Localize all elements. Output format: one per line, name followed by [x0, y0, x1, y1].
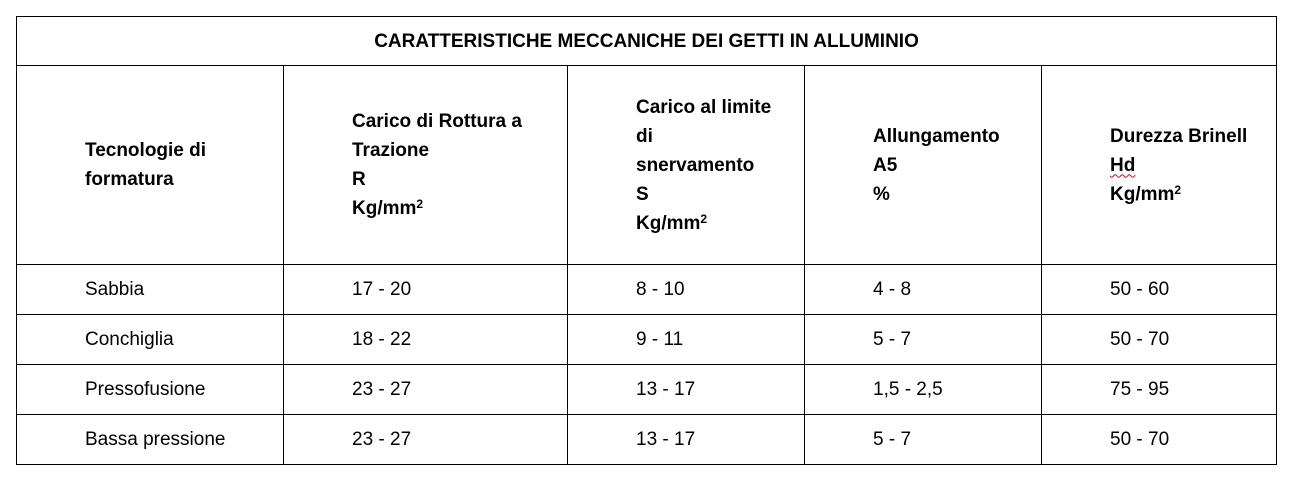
header-technology-word1: Tecnologie [85, 140, 184, 161]
header-technology-line2: formatura [85, 169, 174, 190]
header-tensile [284, 66, 568, 265]
header-tensile-line1: Carico di Rottura a [352, 111, 522, 132]
cell-elongation: 5 - 7 [805, 315, 1042, 365]
table-row [17, 315, 1277, 365]
table-row [17, 415, 1277, 465]
header-elongation-line1: Allungamento [873, 125, 1000, 147]
cell-hardness: 50 - 70 [1042, 415, 1277, 465]
cell-hardness: 75 - 95 [1042, 365, 1277, 415]
title-row [17, 17, 1277, 66]
header-yield [568, 66, 805, 265]
cell-technology: Conchiglia [17, 315, 284, 365]
header-elongation-line2: A5 [873, 154, 898, 176]
header-hardness-line1: Durezza Brinell [1110, 125, 1248, 147]
header-yield-line2: di [636, 125, 653, 147]
header-elongation [805, 66, 1042, 265]
cell-tensile: 17 - 20 [284, 265, 568, 315]
header-yield-unit: $Kg/mm^2$ [636, 211, 708, 234]
header-yield-line4: S [636, 183, 649, 205]
cell-yield: 13 - 17 [568, 415, 805, 465]
cell-technology: Pressofusione [17, 365, 284, 415]
cell-elongation: 5 - 7 [805, 415, 1042, 465]
mechanical-properties-table [16, 16, 1277, 465]
cell-hardness: 50 - 60 [1042, 265, 1277, 315]
header-yield-line1: Carico al limite [636, 96, 772, 118]
header-tensile-line2: Trazione [352, 140, 430, 161]
table-row [17, 265, 1277, 315]
header-yield-line3: snervamento [636, 154, 755, 176]
header-technology [17, 66, 284, 265]
cell-tensile: 23 - 27 [284, 415, 568, 465]
header-row [17, 66, 1277, 265]
header-hardness-unit: $Kg/mm^2$ [1110, 182, 1182, 205]
cell-elongation: 4 - 8 [805, 265, 1042, 315]
cell-hardness: 50 - 70 [1042, 315, 1277, 365]
cell-yield: 13 - 17 [568, 365, 805, 415]
table-title: CARATTERISTICHE MECCANICHE DEI GETTI IN ALLUMINIO [17, 17, 1277, 66]
cell-yield: 9 - 11 [568, 315, 805, 365]
cell-elongation: 1,5 - 2,5 [805, 365, 1042, 415]
cell-yield: 8 - 10 [568, 265, 805, 315]
table-row [17, 365, 1277, 415]
header-tensile-unit: $Kg/mm^2$ [352, 197, 424, 219]
header-hardness-line2: Hd [1110, 154, 1136, 176]
header-hardness [1042, 66, 1277, 265]
cell-tensile: 18 - 22 [284, 315, 568, 365]
cell-technology: Sabbia [17, 265, 284, 315]
header-tensile-line3: R [352, 169, 366, 190]
header-technology-word2: di [189, 140, 207, 161]
header-elongation-line3: % [873, 183, 890, 205]
cell-technology: Bassa pressione [17, 415, 284, 465]
cell-tensile: 23 - 27 [284, 365, 568, 415]
